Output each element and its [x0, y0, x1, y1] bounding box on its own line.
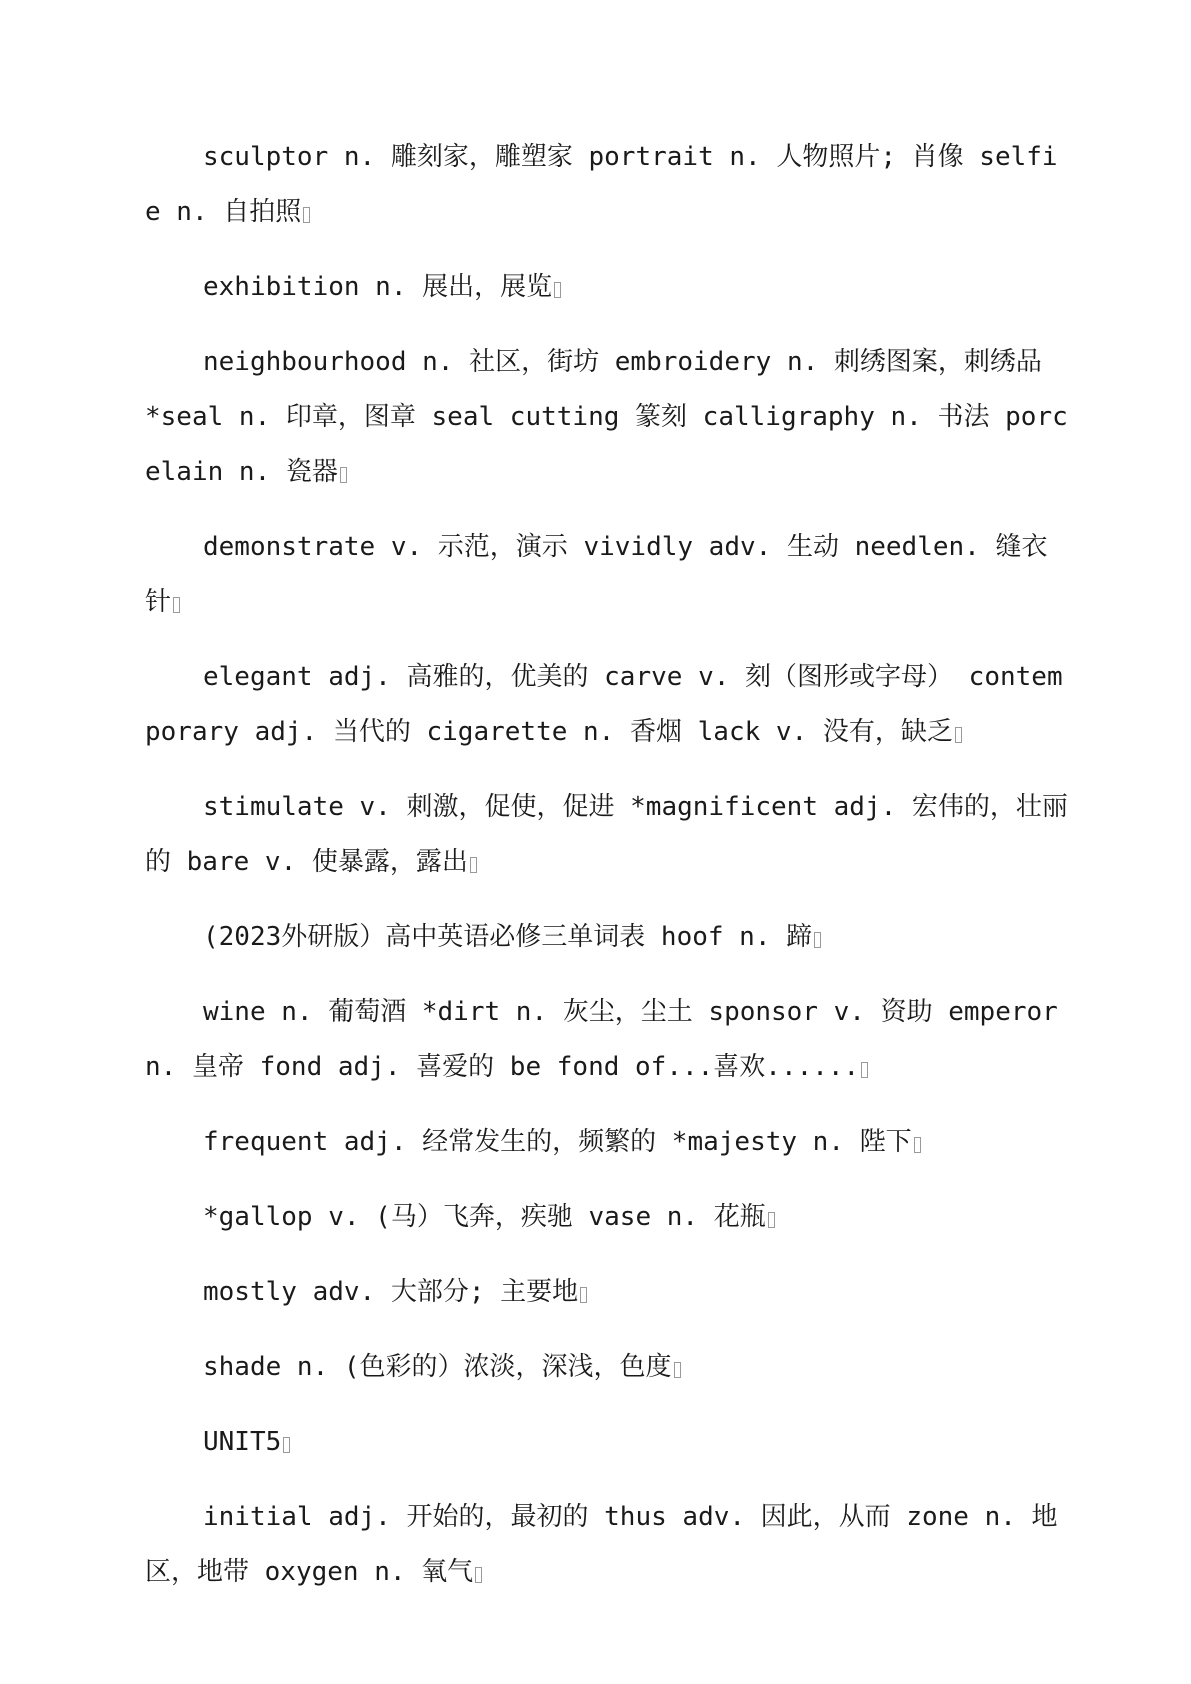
paragraph-text: neighbourhood n. 社区，街坊 embroidery n. 刺绣图案，刺绣品 *seal n. 印章，图章 seal cutting 篆刻 calligraphy n. 书法 porcelain n. 瓷器 — [145, 347, 1068, 487]
paragraph-text: sculptor n. 雕刻家，雕塑家 portrait n. 人物照片; 肖像 selfie n. 自拍照 — [145, 142, 1058, 227]
paragraph-text: demonstrate v. 示范，演示 vividly adv. 生动 needlen. 缝衣针 — [145, 532, 1048, 617]
paragraph-text: wine n. 葡萄酒 *dirt n. 灰尘，尘土 sponsor v. 资助 emperor n. 皇帝 fond adj. 喜爱的 be fond of...喜欢...... — [145, 997, 1058, 1082]
vocabulary-paragraph — [145, 650, 1070, 760]
paragraph-text: UNIT5 — [203, 1427, 282, 1457]
paragraph-text: initial adj. 开始的，最初的 thus adv. 因此，从而 zone n. 地区，地带 oxygen n. 氧气 — [145, 1502, 1058, 1587]
paragraph-end-mark-icon — [283, 1437, 290, 1453]
paragraph-end-mark-icon — [914, 1137, 921, 1153]
paragraph-text: elegant adj. 高雅的，优美的 carve v. 刻（图形或字母） contemporary adj. 当代的 cigarette n. 香烟 lack v. 没有，缺乏 — [145, 662, 1063, 747]
vocabulary-paragraph — [145, 1265, 1070, 1320]
paragraph-end-mark-icon — [173, 597, 180, 613]
vocabulary-paragraph — [145, 1490, 1070, 1600]
paragraph-text: *gallop v. (马）飞奔，疾驰 vase n. 花瓶 — [203, 1202, 766, 1232]
vocabulary-paragraph — [145, 260, 1070, 315]
paragraph-end-mark-icon — [475, 1567, 482, 1583]
vocabulary-paragraph — [145, 520, 1070, 630]
paragraph-text: exhibition n. 展出，展览 — [203, 272, 553, 302]
paragraph-end-mark-icon — [955, 727, 962, 743]
vocabulary-paragraph — [145, 985, 1070, 1095]
vocabulary-paragraph — [145, 130, 1070, 240]
paragraph-end-mark-icon — [814, 932, 821, 948]
paragraph-text: mostly adv. 大部分; 主要地 — [203, 1277, 579, 1307]
paragraph-text: frequent adj. 经常发生的，频繁的 *majesty n. 陛下 — [203, 1127, 912, 1157]
vocabulary-paragraph — [145, 1115, 1070, 1170]
paragraph-end-mark-icon — [303, 207, 310, 223]
paragraph-end-mark-icon — [580, 1287, 587, 1303]
vocabulary-paragraph — [145, 1340, 1070, 1395]
paragraph-end-mark-icon — [470, 857, 477, 873]
paragraph-end-mark-icon — [554, 282, 561, 298]
paragraph-end-mark-icon — [674, 1362, 681, 1378]
paragraph-text: (2023外研版）高中英语必修三单词表 hoof n. 蹄 — [203, 922, 813, 952]
paragraph-text: shade n. (色彩的）浓淡，深浅，色度 — [203, 1352, 672, 1382]
paragraph-text: stimulate v. 刺激，促使，促进 *magnificent adj. 宏伟的，壮丽的 bare v. 使暴露，露出 — [145, 792, 1068, 877]
vocabulary-list — [145, 130, 1070, 1620]
vocabulary-paragraph — [145, 910, 1070, 965]
paragraph-end-mark-icon — [340, 467, 347, 483]
vocabulary-paragraph — [145, 335, 1070, 500]
unit-heading — [145, 1415, 1070, 1470]
paragraph-end-mark-icon — [861, 1062, 868, 1078]
vocabulary-paragraph — [145, 780, 1070, 890]
vocabulary-paragraph — [145, 1190, 1070, 1245]
paragraph-end-mark-icon — [768, 1212, 775, 1228]
